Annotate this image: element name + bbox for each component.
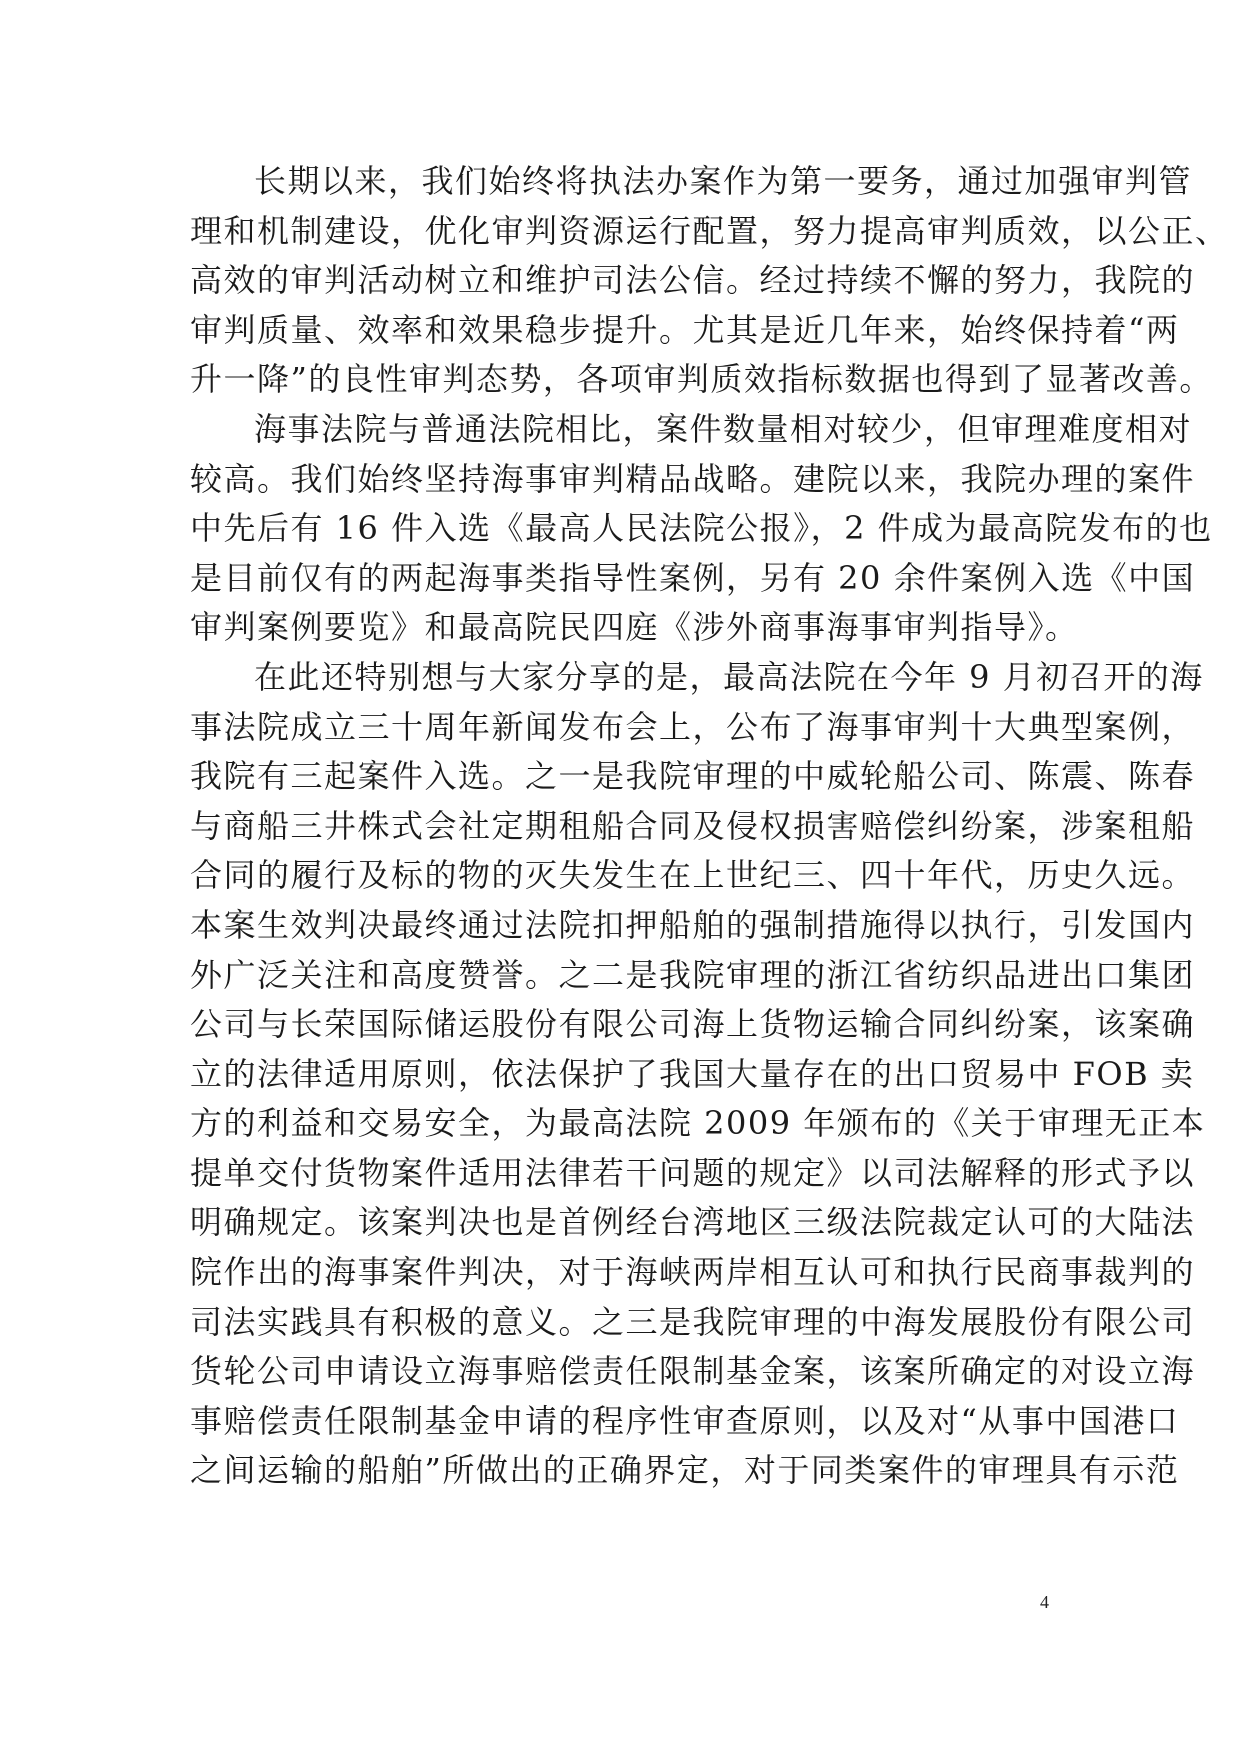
paragraph-line: 是目前仅有的两起海事类指导性案例，另有 20 余件案例入选《中国 <box>190 558 1196 597</box>
page-number: 4 <box>1040 1592 1049 1612</box>
paragraph-line: 高效的审判活动树立和维护司法公信。经过持续不懈的努力，我院的 <box>190 261 1196 300</box>
paragraph-line: 院作出的海事案件判决，对于海峡两岸相互认可和执行民商事裁判的 <box>190 1253 1196 1292</box>
paragraph-line: 中先后有 16 件入选《最高人民法院公报》，2 件成为最高院发布的也 <box>190 509 1213 548</box>
paragraph-line: 在此还特别想与大家分享的是，最高法院在今年 9 月初召开的海 <box>254 657 1204 696</box>
paragraph-line: 事法院成立三十周年新闻发布会上，公布了海事审判十大典型案例， <box>190 707 1196 746</box>
paragraph-line: 明确规定。该案判决也是首例经台湾地区三级法院裁定认可的大陆法 <box>190 1203 1196 1242</box>
paragraph-line: 审判质量、效率和效果稳步提升。尤其是近几年来，始终保持着“两 <box>190 310 1180 349</box>
paragraph-line: 之间运输的船舶”所做出的正确界定，对于同类案件的审理具有示范 <box>190 1451 1180 1490</box>
paragraph-line: 与商船三井株式会社定期租船合同及侵权损害赔偿纠纷案，涉案租船 <box>190 806 1196 845</box>
paragraph-line: 外广泛关注和高度赞誉。之二是我院审理的浙江省纺织品进出口集团 <box>190 955 1196 994</box>
paragraph-line: 合同的履行及标的物的灭失发生在上世纪三、四十年代，历史久远。 <box>190 856 1196 895</box>
paragraph-line: 长期以来，我们始终将执法办案作为第一要务，通过加强审判管 <box>254 162 1193 200</box>
paragraph-line: 审判案例要览》和最高院民四庭《涉外商事海事审判指导》。 <box>190 608 1079 647</box>
body-text <box>190 158 1229 1497</box>
paragraph-line: 公司与长荣国际储运股份有限公司海上货物运输合同纠纷案，该案确 <box>190 1005 1196 1044</box>
paragraph-line: 立的法律适用原则，依法保护了我国大量存在的出口贸易中 FOB 卖 <box>190 1054 1195 1093</box>
paragraph-line: 较高。我们始终坚持海事审判精品战略。建院以来，我院办理的案件 <box>190 459 1196 498</box>
paragraph-line: 理和机制建设，优化审判资源运行配置，努力提高审判质效，以公正、 <box>190 211 1229 250</box>
paragraph-line: 本案生效判决最终通过法院扣押船舶的强制措施得以执行，引发国内 <box>190 905 1196 944</box>
paragraph-line: 货轮公司申请设立海事赔偿责任限制基金案，该案所确定的对设立海 <box>190 1352 1196 1391</box>
paragraph-line: 提单交付货物案件适用法律若干问题的规定》以司法解释的形式予以 <box>190 1153 1196 1192</box>
paragraph-line: 升一降”的良性审判态势，各项审判质效指标数据也得到了显著改善。 <box>190 360 1213 399</box>
paragraph-line: 事赔偿责任限制基金申请的程序性审查原则，以及对“从事中国港口 <box>190 1401 1180 1440</box>
paragraph-line: 方的利益和交易安全，为最高法院 2009 年颁布的《关于审理无正本 <box>190 1104 1206 1143</box>
paragraph-line: 海事法院与普通法院相比，案件数量相对较少，但审理难度相对 <box>254 409 1193 448</box>
paragraph-line: 司法实践具有积极的意义。之三是我院审理的中海发展股份有限公司 <box>190 1302 1196 1341</box>
paragraph-line: 我院有三起案件入选。之一是我院审理的中威轮船公司、陈震、陈春 <box>190 757 1196 796</box>
